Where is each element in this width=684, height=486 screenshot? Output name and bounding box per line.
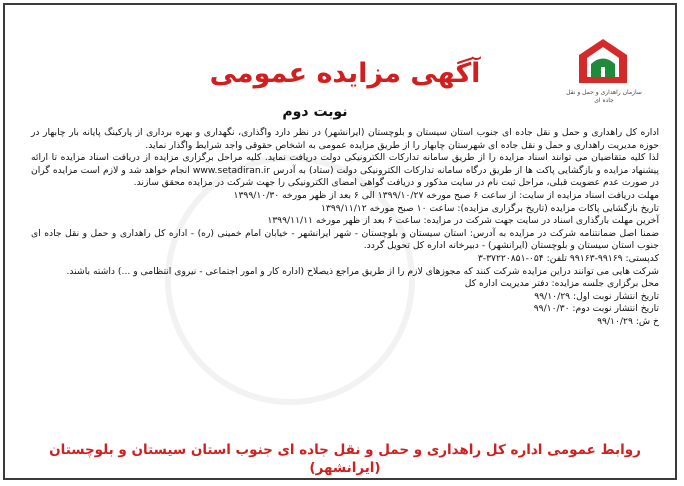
intro-paragraph: اداره کل راهداری و حمل و نقل جاده ای جنوب استان سیستان و بلوچستان (ایرانشهر) در نظر دارد واگذاری، نگهداری و بهره برداری از پارکینگ پایانه بار چابهار در حوزه مدیریت راهداری و حمل و نقل جاده ای شهرستان چابهار را از طریق مزایده عمومی به اشخاص حقوقی واجد شرایط واگذار نماید.	[31, 127, 659, 151]
upload-deadline: آخرین مهلت بارگذاری اسناد در سایت جهت شرکت در مزایده: ساعت ۶ بعد از ظهر مورخه ۱۳۹۹/۱۱/۱۱	[267, 215, 659, 227]
road-maintenance-logo-icon	[577, 37, 629, 87]
venue: محل برگزاری جلسه مزایده: دفتر مدیریت اداره کل	[464, 278, 659, 290]
ad-frame	[3, 3, 677, 480]
instructions-paragraph: لذا کلیه متقاضیان می توانند اسناد مزایده را از طریق سامانه تدارکات الکترونیکی دولت دریافت نماید. کلیه مراحل برگزاری مزایده از دریافت اسناد مزایده تا ارائه پیشنهاد مزایده و بازگشایی پاکت ها از طریق درگاه سامانه تدارکات الکترونیکی دولت (ستاد) به آدرس www.setadiran.ir انجام خواهد شد و لازم است مزایده گران در صورت عدم عضویت قبلی، مراحل ثبت نام در سایت مذکور و دریافت گواهی امضای الکترونیکی را جهت شرکت در مزایده محقق سازند.	[31, 152, 659, 189]
ad-round: نوبت دوم	[282, 104, 348, 120]
second-publication-date: تاریخ انتشار نوبت دوم: ۹۹/۱۰/۳۰	[533, 303, 659, 315]
guarantee-address: ضمنا اصل ضمانتنامه شرکت در مزایده به آدرس: استان سیستان و بلوچستان - شهر ایرانشهر - خیابان امام خمینی (ره) - اداره کل راهداری و حمل و نقل جاده ای جنوب استان سیستان و بلوچستان (ایرانشهر) - دبیرخانه اداره کل تحویل گردد.	[31, 227, 659, 252]
opening-date: تاریخ بازگشایی پاکات مزایده (تاریخ برگزاری مزایده): ساعت ۱۰ صبح مورخه ۱۳۹۹/۱۱/۱۲	[320, 202, 659, 214]
postal-code-phone: کدپستی: ۹۹۱۶۹-۹۹۱۶۳ تلفن: ۰۵۴-۳۷۲۲۰۸۵۱-۳	[477, 252, 659, 264]
first-publication-date: تاریخ انتشار نوبت اول: ۹۹/۱۰/۲۹	[534, 290, 659, 302]
ad-title: آگهی مزایده عمومی	[209, 58, 481, 89]
ad-body	[31, 127, 659, 329]
reference-number: خ ش: ۹۹/۱۰/۲۹	[597, 315, 659, 327]
public-relations-footer: روابط عمومی اداره کل راهداری و حمل و نقل جاده ای جنوب استان سیستان و بلوچستان (ایرانشهر)	[49, 442, 641, 476]
eligibility: شرکت هایی می توانند دراین مزایده شرکت کنند که مجوزهای لازم را از طریق مراجع ذیصلاح (اداره کار و امور اجتماعی - نیروی انتظامی و ...) داشته باشند.	[66, 265, 659, 277]
document-deadline: مهلت دریافت اسناد مزایده از سایت: از ساعت ۶ صبح مورخه ۱۳۹۹/۱۰/۲۷ الی ۶ بعد از ظهر مورخه ۱۳۹۹/۱۰/۳۰	[233, 189, 659, 201]
logo-caption: سازمان راهداری و حمل و نقل جاده ای	[566, 89, 642, 104]
